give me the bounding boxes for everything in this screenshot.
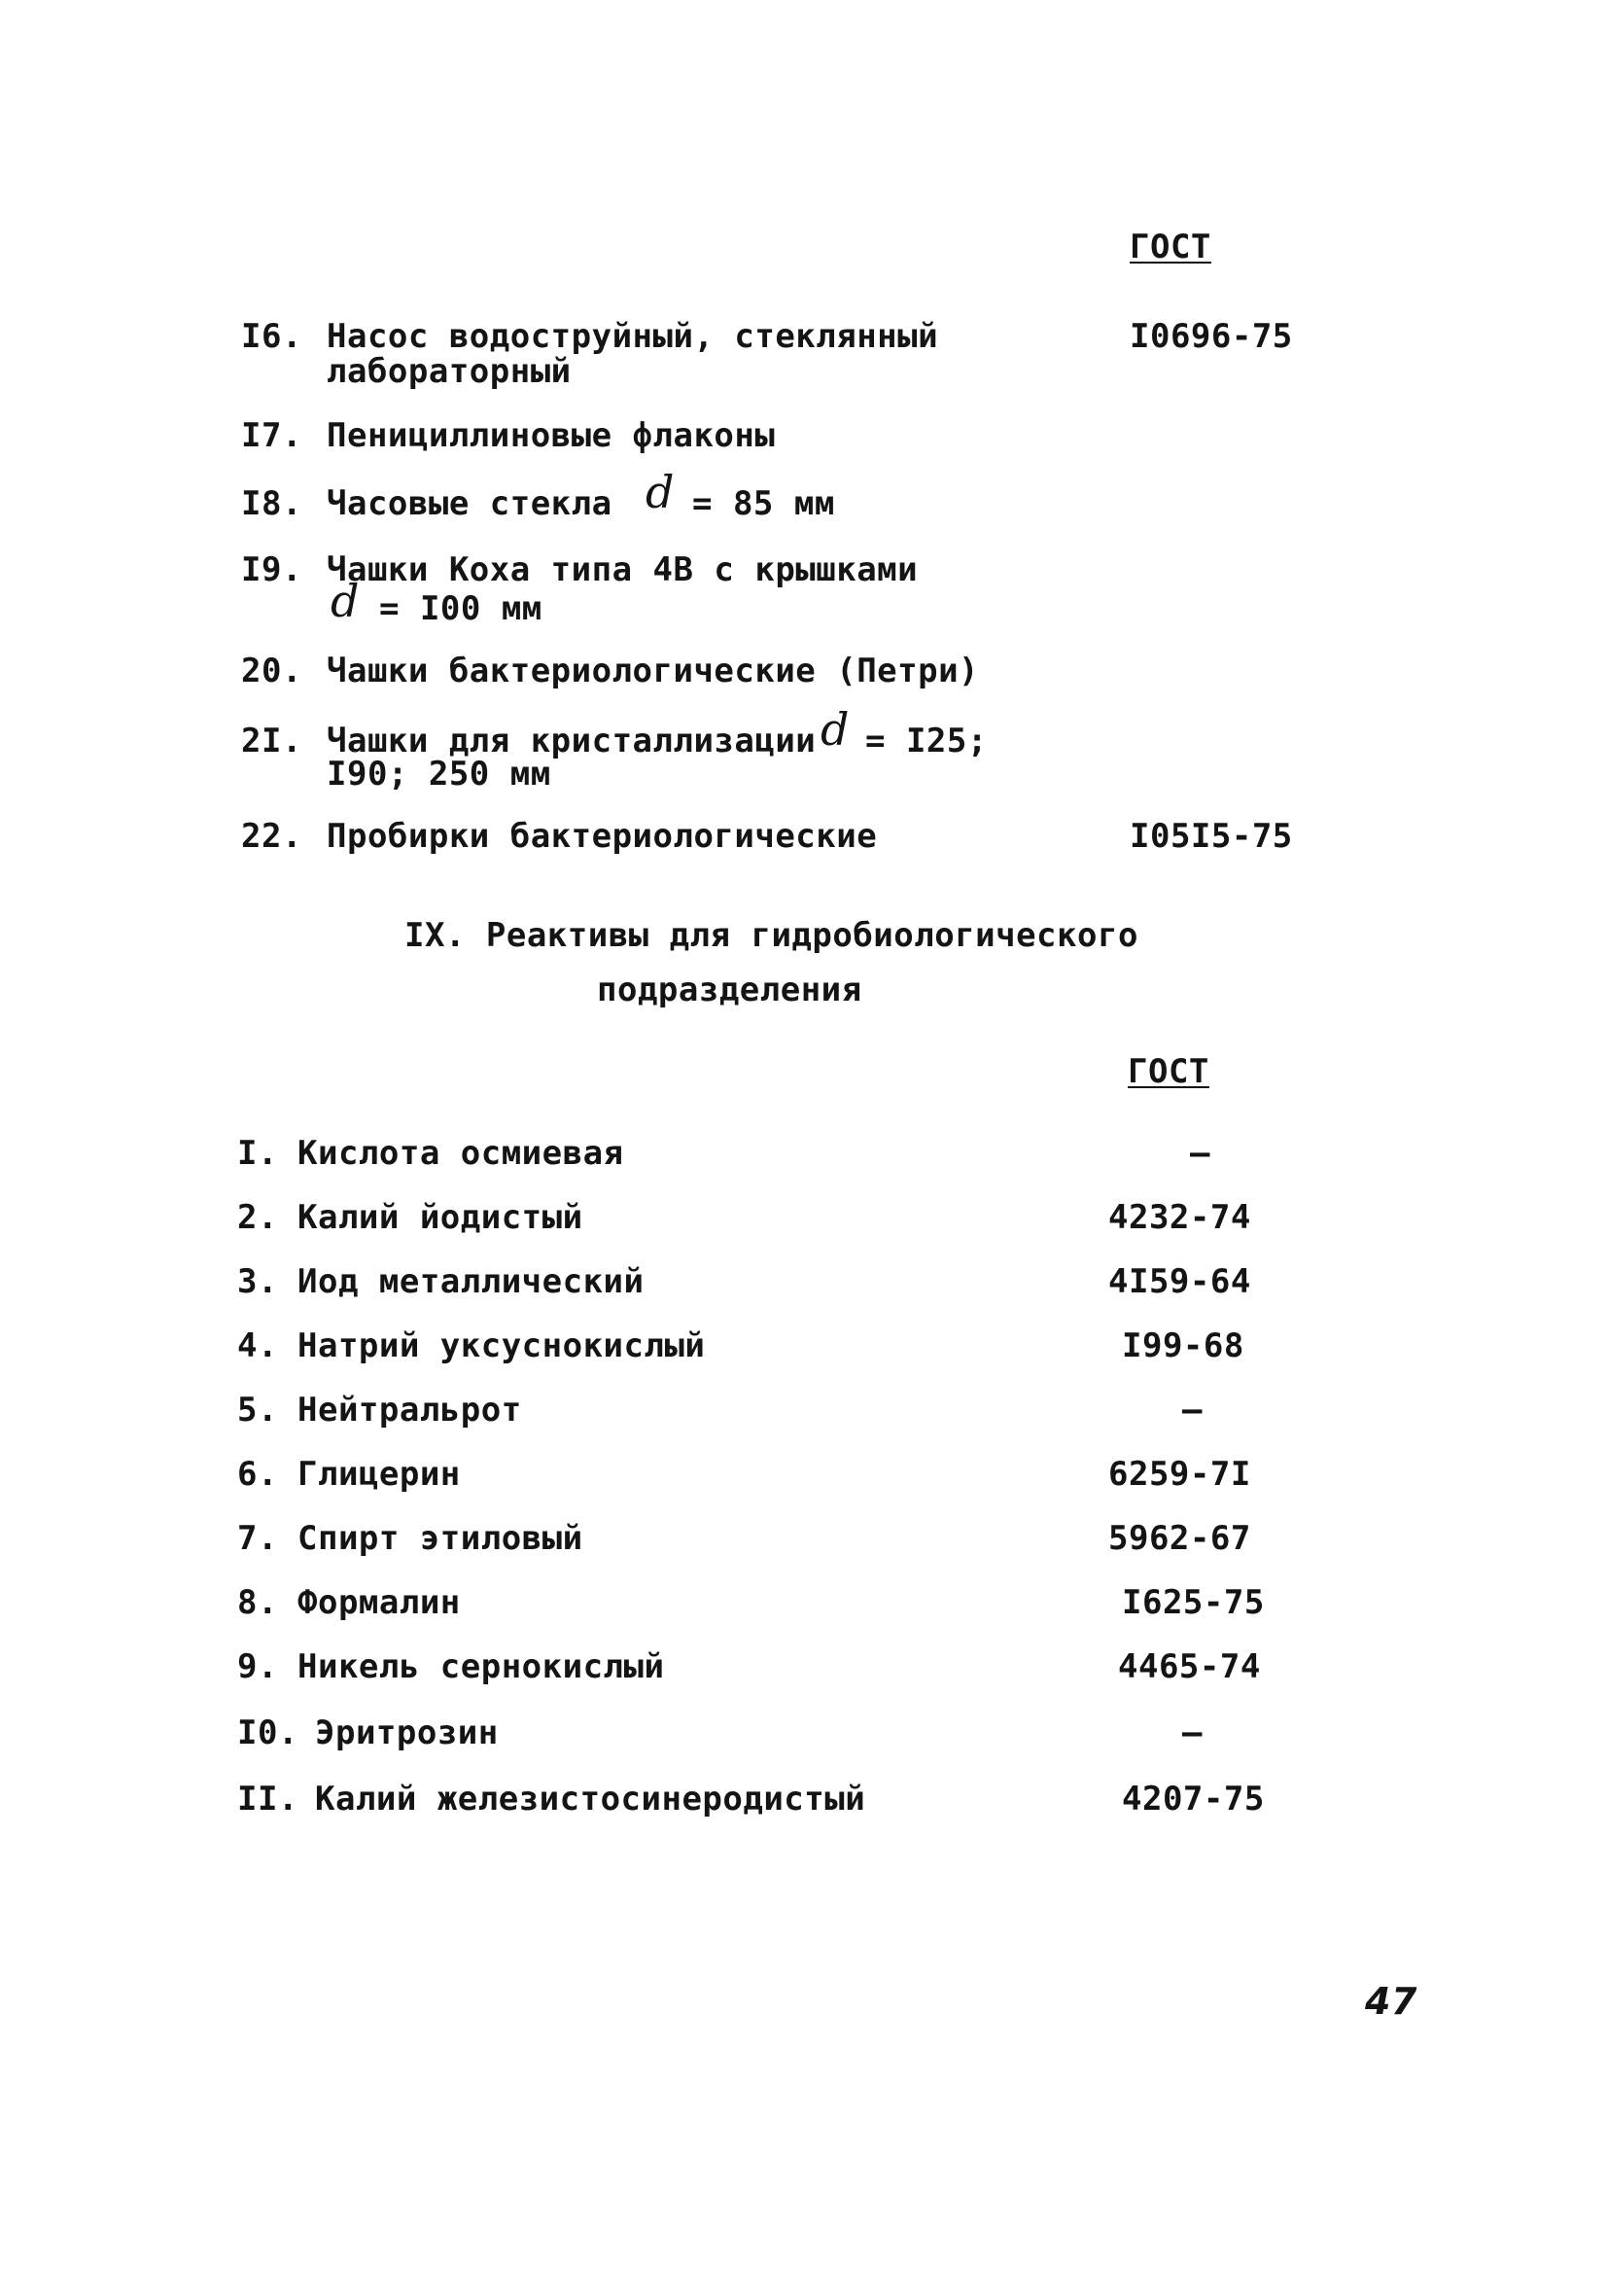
reagent-name: Формалин <box>297 1583 461 1622</box>
diameter-symbol: d <box>821 703 850 756</box>
item-number: 2I. <box>241 722 302 760</box>
gost-value: – <box>1182 1391 1203 1430</box>
gost-value: 4232-74 <box>1108 1198 1251 1237</box>
section-title-continued: подразделения <box>597 971 862 1009</box>
item-dimension: = I25; <box>865 722 988 760</box>
item-dimension: = I00 мм <box>379 589 542 628</box>
gost-column-header: ГОСТ <box>1128 1052 1209 1091</box>
gost-value: 4465-74 <box>1118 1647 1261 1686</box>
item-name: Часовые стекла <box>327 484 612 523</box>
item-number: 4. <box>237 1326 278 1365</box>
item-dimension: = 85 мм <box>692 484 835 523</box>
item-number: 8. <box>237 1583 278 1622</box>
gost-value: 4207-75 <box>1122 1780 1265 1819</box>
item-number: II. <box>237 1780 298 1819</box>
item-number: I7. <box>241 416 302 455</box>
gost-value: 6259-7I <box>1108 1455 1251 1494</box>
item-name: Пенициллиновые флаконы <box>327 416 776 455</box>
gost-value: 5962-67 <box>1108 1519 1251 1558</box>
item-name: Пробирки бактериологические <box>327 817 878 856</box>
item-number: I6. <box>241 317 302 356</box>
page-number: 47 <box>1365 1980 1417 2023</box>
gost-value: – <box>1182 1713 1203 1752</box>
item-number: 5. <box>237 1391 278 1430</box>
item-number: 20. <box>241 652 302 690</box>
gost-column-header: ГОСТ <box>1130 228 1211 266</box>
item-number: 7. <box>237 1519 278 1558</box>
reagent-name: Кислота осмиевая <box>297 1134 624 1173</box>
diameter-symbol: d <box>646 466 675 518</box>
gost-value: 4I59-64 <box>1108 1262 1251 1301</box>
reagent-name: Спирт этиловый <box>297 1519 583 1558</box>
reagent-name: Натрий уксуснокислый <box>297 1326 706 1365</box>
reagent-name: Нейтральрот <box>297 1391 522 1430</box>
reagent-name: Никель сернокислый <box>297 1647 665 1686</box>
reagent-name: Калий железистосинеродистый <box>315 1780 866 1819</box>
reagent-name: Глицерин <box>297 1455 461 1494</box>
item-number: I. <box>237 1134 278 1173</box>
item-number: I9. <box>241 550 302 589</box>
item-name: Насос водоструйный, стеклянный <box>327 317 939 356</box>
item-number: 9. <box>237 1647 278 1686</box>
item-number: 6. <box>237 1455 278 1494</box>
item-name: Чашки Коха типа 4В с крышками <box>327 550 919 589</box>
item-number: I0. <box>237 1713 298 1752</box>
item-name-continued: I90; 250 мм <box>327 755 551 794</box>
item-number: 22. <box>241 817 302 856</box>
item-number: 2. <box>237 1198 278 1237</box>
diameter-symbol: d <box>331 575 360 627</box>
reagent-name: Калий йодистый <box>297 1198 583 1237</box>
gost-value: I99-68 <box>1122 1326 1244 1365</box>
item-number: 3. <box>237 1262 278 1301</box>
reagent-name: Эритрозин <box>315 1713 499 1752</box>
gost-value: I625-75 <box>1122 1583 1265 1622</box>
item-name: Чашки для кристаллизации <box>327 722 817 760</box>
reagent-name: Иод металлический <box>297 1262 645 1301</box>
gost-value: – <box>1190 1134 1210 1173</box>
gost-value: I0696-75 <box>1130 317 1293 356</box>
item-number: I8. <box>241 484 302 523</box>
section-title: IX. Реактивы для гидробиологического <box>404 916 1138 955</box>
gost-value: I05I5-75 <box>1130 817 1293 856</box>
item-name: Чашки бактериологические (Петри) <box>327 652 980 690</box>
item-name-continued: лабораторный <box>327 352 572 391</box>
